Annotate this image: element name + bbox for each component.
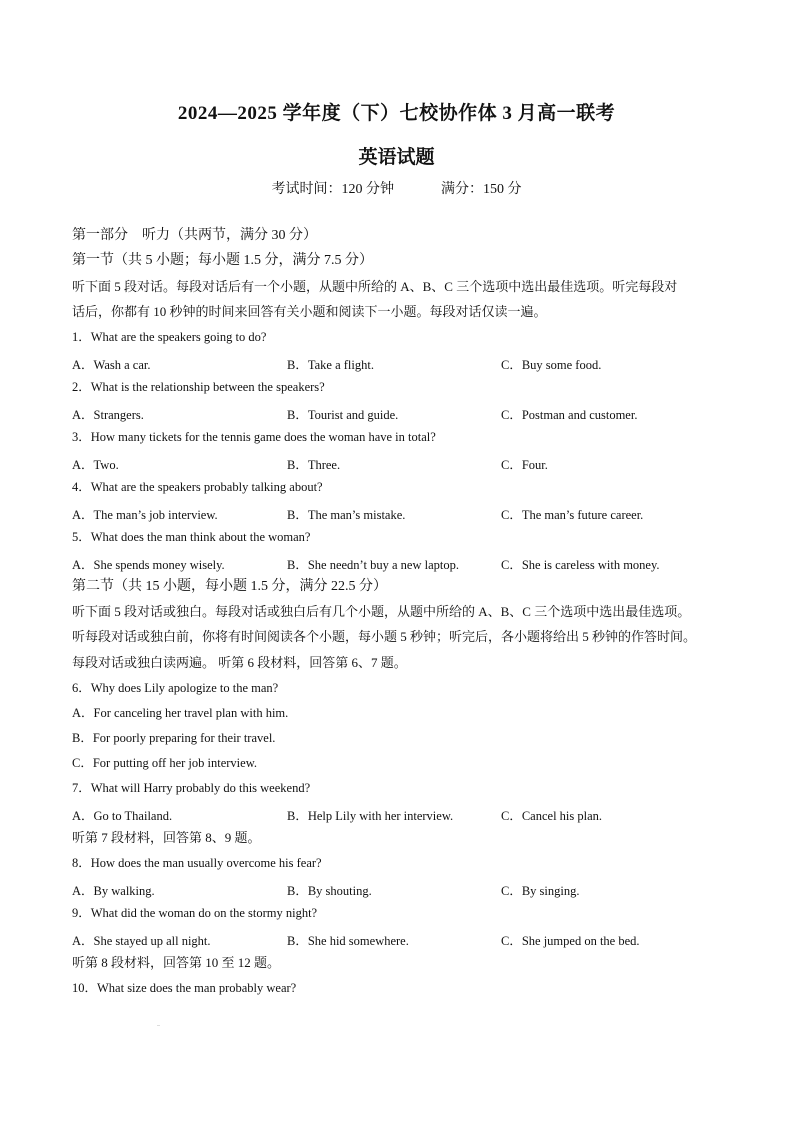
- section2-instruction: 每段对话或独白读两遍。 听第 6 段材料，回答第 6、7 题。: [72, 655, 407, 670]
- question-2: 2．What is the relationship between the speakers?: [72, 380, 325, 394]
- part1-heading: 第一部分 听力（共两节，满分 30 分）: [72, 228, 317, 243]
- question-6: 6．Why does Lily apologize to the man?: [72, 681, 279, 695]
- section1-heading: 第一节（共 5 小题；每小题 1.5 分，满分 7.5 分）: [72, 253, 373, 268]
- option-a: A．The man’s job interview.: [72, 508, 218, 522]
- option-a: A．Go to Thailand.: [72, 809, 173, 823]
- option-c: C．Four.: [501, 458, 548, 472]
- section2-heading: 第二节（共 15 小题，每小题 1.5 分，满分 22.5 分）: [72, 579, 387, 594]
- exam-title: 2024—2025 学年度（下）七校协作体 3 月高一联考: [177, 103, 616, 124]
- section1-instruction: 听下面 5 段对话。每段对话后有一个小题，从题中所给的 A、B、C 三个选项中选出最佳选项。听完每段对: [72, 279, 678, 294]
- option-a: A．Strangers.: [72, 408, 144, 422]
- option-a: A．By walking.: [72, 884, 155, 898]
- option-a: A．Wash a car.: [72, 358, 151, 372]
- option-a: A．She spends money wisely.: [72, 558, 225, 572]
- exam-info: [0, 178, 793, 198]
- option-b: B．The man’s mistake.: [287, 508, 406, 522]
- subject-title: 英语试题: [358, 147, 435, 168]
- question-5: 5．What does the man think about the woman?: [72, 530, 311, 544]
- option-c: C．She jumped on the bed.: [501, 934, 640, 948]
- option-b: B．She hid somewhere.: [287, 934, 409, 948]
- option-b: B．By shouting.: [287, 884, 372, 898]
- option-c: C．For putting off her job interview.: [72, 756, 258, 770]
- option-c: C．By singing.: [501, 884, 580, 898]
- option-b: B．Tourist and guide.: [287, 408, 399, 422]
- question-4: 4．What are the speakers probably talking about?: [72, 480, 323, 494]
- option-a: A．She stayed up all night.: [72, 934, 211, 948]
- option-b: B．She needn’t buy a new laptop.: [287, 558, 459, 572]
- material-note: 听第 8 段材料，回答第 10 至 12 题。: [72, 955, 281, 970]
- section2-instruction: 听下面 5 段对话或独白。每段对话或独白后有几个小题，从题中所给的 A、B、C 三个选项中选出最佳选项。: [72, 604, 691, 619]
- option-a: A．Two.: [72, 458, 119, 472]
- question-9: 9．What did the woman do on the stormy night?: [72, 906, 318, 920]
- exam-time: 考试时间：120 分钟: [271, 182, 394, 197]
- option-b: B．Help Lily with her interview.: [287, 809, 454, 823]
- material-note: 听第 7 段材料，回答第 8、9 题。: [72, 830, 261, 845]
- section1-instruction: 话后，你都有 10 秒钟的时间来回答有关小题和阅读下一小题。每段对话仅读一遍。: [72, 304, 547, 319]
- option-b: B．For poorly preparing for their travel.: [72, 731, 276, 745]
- full-score: 满分：150 分: [441, 182, 522, 197]
- option-c: C．She is careless with money.: [501, 558, 660, 572]
- question-7: 7．What will Harry probably do this weekend?: [72, 781, 311, 795]
- option-c: C．Buy some food.: [501, 358, 602, 372]
- question-1: 1．What are the speakers going to do?: [72, 330, 267, 344]
- option-c: C．Cancel his plan.: [501, 809, 603, 823]
- section2-instruction: 听每段对话或独白前，你将有时间阅读各个小题，每小题 5 秒钟；听完后，各小题将给出 5 秒钟的作答时间。: [72, 629, 697, 644]
- option-a: A．For canceling her travel plan with him.: [72, 706, 289, 720]
- option-b: B．Three.: [287, 458, 341, 472]
- question-8: 8．How does the man usually overcome his fear?: [72, 856, 322, 870]
- question-10: 10．What size does the man probably wear?: [72, 981, 297, 995]
- scan-speck: [157, 1025, 160, 1026]
- option-c: C．Postman and customer.: [501, 408, 638, 422]
- option-c: C．The man’s future career.: [501, 508, 644, 522]
- option-b: B．Take a flight.: [287, 358, 374, 372]
- question-3: 3．How many tickets for the tennis game does the woman have in total?: [72, 430, 436, 444]
